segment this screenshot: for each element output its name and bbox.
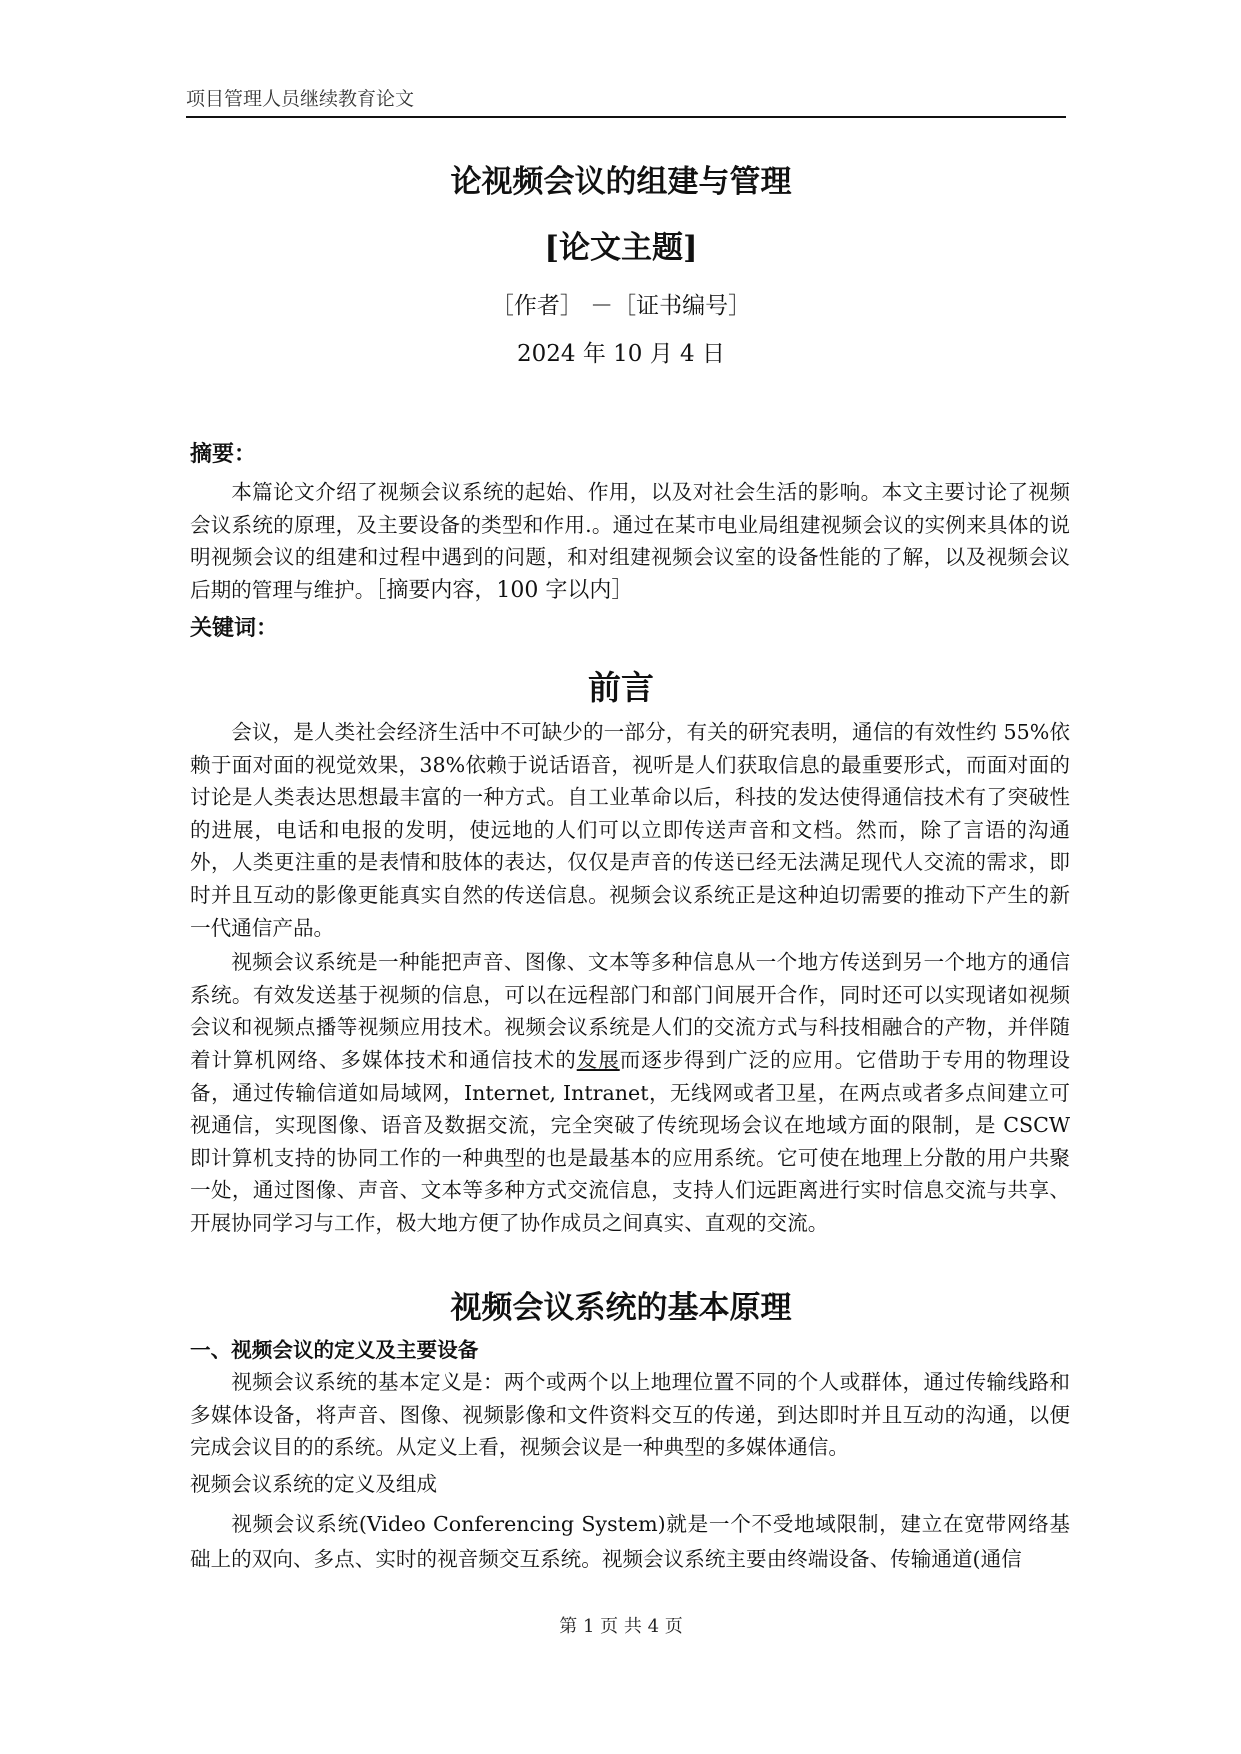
- running-header: [186, 86, 1066, 118]
- principle-heading: 视频会议系统的基本原理: [450, 1290, 792, 1326]
- preface-paragraph-2-text: 视频会议系统是一种能把声音、图像、文本等多种信息从一个地方传送到另一个地方的通信系统。有效发送基于视频的信息，可以在远程部门和部门间展开合作，同时还可以实现诸如视频会议和视频点播等视频应用技术。视频会议系统是人们的交流方式与科技相融合的产物，并伴随着计算机网络、多媒体技术和通信技术的: [190, 950, 1070, 1072]
- section-2-paragraph: 视频会议系统(Video Conferencing System)就是一个不受地域限制，建立在宽带网络基础上的双向、多点、实时的视音频交互系统。视频会议系统主要由终端设备、传输通道(通信: [190, 1512, 1070, 1571]
- document-subtitle: [论文主题]: [544, 230, 698, 266]
- section-1-heading: 一、视频会议的定义及主要设备: [190, 1338, 479, 1362]
- abstract-label: 摘要：: [190, 441, 257, 467]
- keywords-label: 关键词：: [190, 615, 279, 641]
- author-line: ［作者］ －［证书编号］: [490, 293, 752, 319]
- preface-section: [190, 716, 1070, 1240]
- preface-paragraph-2-rest: 而逐步得到广泛的应用。它借助于专用的物理设备，通过传输信道如局域网，Internet, Intranet，无线网或者卫星，在两点或者多点间建立可视通信，实现图像、语音及数据交流，完全突破了传统现场会议在地域方面的限制，是 CSCW 即计算机支持的协同工作的一种典型的也是最基本的应用系统。它可使在地理上分散的用户共聚一处，通过图像、声音、文本等多种方式交流信息，支持人们远距离进行实时信息交流与共享、开展协同学习与工作，极大地方便了协作成员之间真实、直观的交流。: [190, 1047, 1071, 1235]
- page-number: 第 1 页 共 4 页: [559, 1616, 683, 1637]
- abstract-text: 本篇论文介绍了视频会议系统的起始、作用，以及对社会生活的影响。本文主要讨论了视频会议系统的原理，及主要设备的类型和作用.。通过在某市电业局组建视频会议的实例来具体的说明视频会议的组建和过程中遇到的问题，和对组建视频会议室的设备性能的了解，以及视频会议后期的管理与维护。: [190, 480, 1070, 602]
- abstract-section: [190, 476, 1070, 607]
- abstract-placeholder: ［摘要内容，100 字以内］: [375, 577, 634, 603]
- document-date: 2024 年 10 月 4 日: [517, 341, 725, 367]
- document-title: 论视频会议的组建与管理: [450, 164, 792, 200]
- definition-heading: 视频会议系统的定义及组成: [190, 1472, 438, 1496]
- development-link[interactable]: 发展: [576, 1047, 620, 1072]
- section-1-paragraph: 视频会议系统的基本定义是：两个或两个以上地理位置不同的个人或群体，通过传输线路和多媒体设备，将声音、图像、视频影像和文件资料交互的传递，到达即时并且互动的沟通，以便完成会议目的的系统。从定义上看，视频会议是一种典型的多媒体通信。: [190, 1370, 1070, 1460]
- section-1-body: [190, 1366, 1070, 1464]
- preface-paragraph-2: [190, 946, 1070, 1239]
- running-header-title: 项目管理人员继续教育论文: [186, 88, 415, 110]
- page-footer: [186, 1614, 1056, 1640]
- section-2-body: [190, 1507, 1070, 1577]
- preface-paragraph-1: 会议，是人类社会经济生活中不可缺少的一部分，有关的研究表明，通信的有效性约 55%依赖于面对面的视觉效果，38%依赖于说话语音，视听是人们获取信息的最重要形式，而面对面的讨论是人类表达思想最丰富的一种方式。自工业革命以后，科技的发达使得通信技术有了突破性的进展，电话和电报的发明，使远地的人们可以立即传送声音和文档。然而，除了言语的沟通外，人类更注重的是表情和肢体的表达，仅仅是声音的传送已经无法满足现代人交流的需求，即时并且互动的影像更能真实自然的传送信息。视频会议系统正是这种迫切需要的推动下产生的新一代通信产品。: [190, 720, 1070, 940]
- abstract-paragraph: [190, 476, 1070, 607]
- preface-heading: 前言: [588, 668, 654, 707]
